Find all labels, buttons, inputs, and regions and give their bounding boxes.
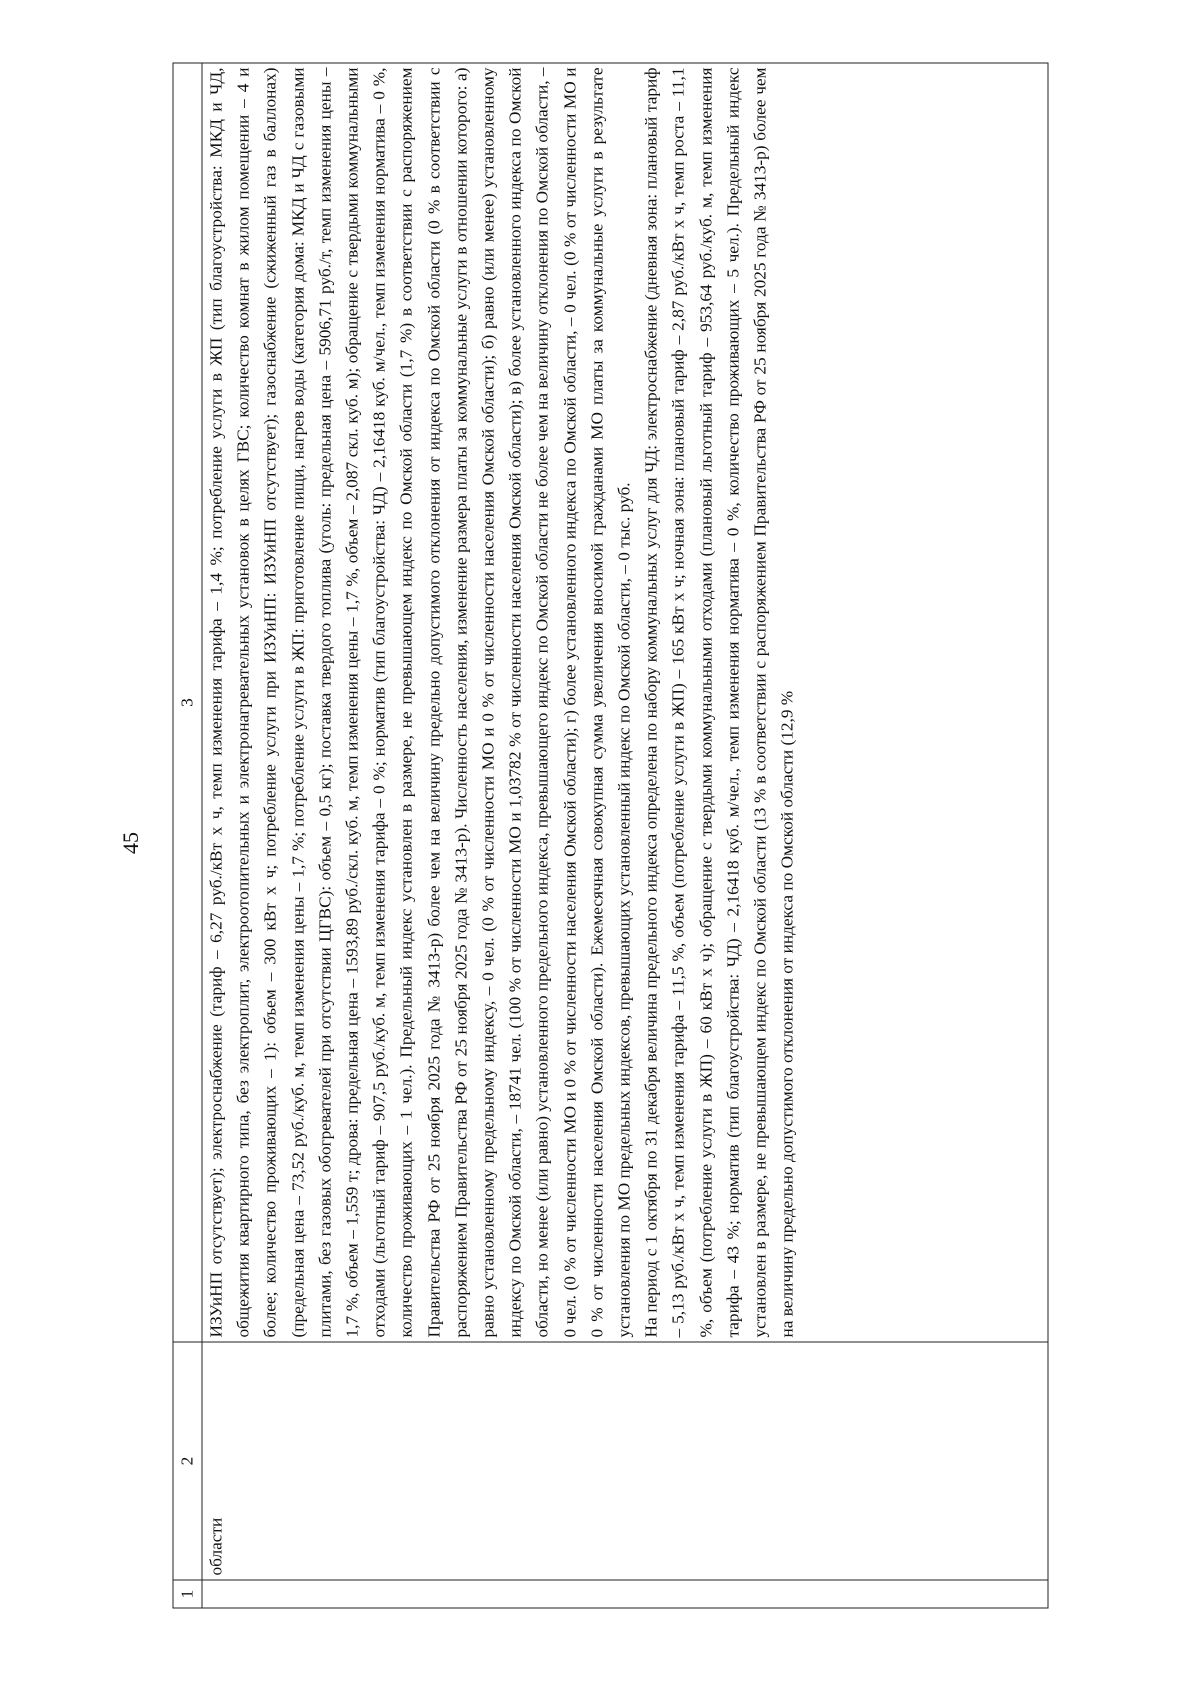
page-number: 45	[118, 832, 143, 854]
paragraph-1: ИЗУиНП отсутствует); электроснабжение (тариф – 6,27 руб./кВт х ч, темп изменения тарифа – 1,4 %; потребление услуги в ЖП (тип благоустройства: МКД и ЧД, общежития квартирного типа, без электроплит, электроотопительных и электронагревательных установок в целях ГВС; количество комнат в жилом помещении – 4 и более; количество проживающих – 1): объем – 300 кВт х ч; потребление услуги при ИЗУиНП: ИЗУиНП отсутствует); газоснабжение (сжиженный газ в баллонах) (предельная цена – 73,52 руб./куб. м, темп изменения цены – 1,7 %; потребление услуги в ЖП: приготовление пищи, нагрев воды (категория дома: МКД и ЧД с газовыми плитами, без газовых обогревателей при отсутствии ЦГВС): объем – 0,5 кг); поставка твердого топлива (уголь: предельная цена – 5906,71 руб./т, темп изменения цены – 1,7 %, объем – 1,559 т; дрова: предельная цена – 1593,89 руб./скл. куб. м, темп изменения цены – 1,7 %, объем – 2,087 скл. куб. м); обращение с твердыми коммунальными отходами (льготный тариф – 907,5 руб./куб. м, темп изменения тарифа – 0 %; норматив (тип благоустройства: ЧД) – 2,16418 куб. м/чел., темп изменения норматива – 0 %, количество проживающих – 1 чел.). Предельный индекс установлен в размере, не превышающем индекс по Омской области (1,7 %) в соответствии с распоряжением Правительства РФ от 25 ноября 2025 года № 3413-р) более чем на величину предельно допустимого отклонения от индекса по Омской области (0 % в соответствии с распоряжением Правительства РФ от 25 ноября 2025 года № 3413-р). Численность населения, изменение размера платы за коммунальные услуги в отношении которого: а) равно установленному предельному индексу, – 0 чел. (0 % от численности МО и 0 % от численности населения Омской области); б) равно (или менее) установленному индексу по Омской области, – 18741 чел. (100 % от численности МО и 1,03782 % от численности населения Омской области); в) более установленного индекса по Омской области, но менее (или равно) установленного предельного индекса, превышающего индекс по Омской области не более чем на величину отклонения по Омской области, – 0 чел. (0 % от численности МО и 0 % от численности населения Омской области); г) более установленного индекса по Омской области, – 0 чел. (0 % от численности МО и 0 % от численности населения Омской области). Ежемесячная совокупная сумма увеличения вносимой гражданами МО платы за коммунальные услуги в результате установления по МО предельных индексов, превышающих установленный индекс по Омской области, – 0 тыс. руб.	[206, 67, 634, 1338]
header-col-2: 2	[173, 1342, 202, 1580]
cell-col-1	[202, 1580, 1048, 1608]
table-header-row	[173, 63, 202, 1608]
cell-col-3	[202, 63, 1048, 1342]
table-row	[202, 63, 1048, 1608]
cell-col-2: области	[202, 1342, 1048, 1580]
header-col-3: 3	[173, 63, 202, 1342]
header-col-1: 1	[173, 1580, 202, 1608]
rotated-table-wrapper	[173, 64, 1049, 1609]
paragraph-2: На период с 1 октября по 31 декабря величина предельного индекса определена по набору коммунальных услуг для ЧД: электроснабжение (дневная зона: плановый тариф – 5,13 руб./кВт х ч, темп изменения тарифа – 11,5 %, объем (потребление услуги в ЖП) – 165 кВт х ч; ночная зона: плановый тариф – 2,87 руб./кВт х ч, темп роста – 11,1 %, объем (потребление услуги в ЖП) – 60 кВт х ч); обращение с твердыми коммунальными отходами (плановый льготный тариф – 953,64 руб./куб. м, темп изменения тарифа – 43 %; норматив (тип благоустройства: ЧД) – 2,16418 куб. м/чел., темп изменения норматива – 0 %, количество проживающих – 5 чел.). Предельный индекс установлен в размере, не превышающем индекс по Омской области (13 % в соответствии с распоряжением Правительства РФ от 25 ноября 2025 года № 3413-р) более чем на величину предельно допустимого отклонения от индекса по Омской области (12,9 %	[641, 67, 797, 1338]
document-table	[173, 63, 1049, 1609]
